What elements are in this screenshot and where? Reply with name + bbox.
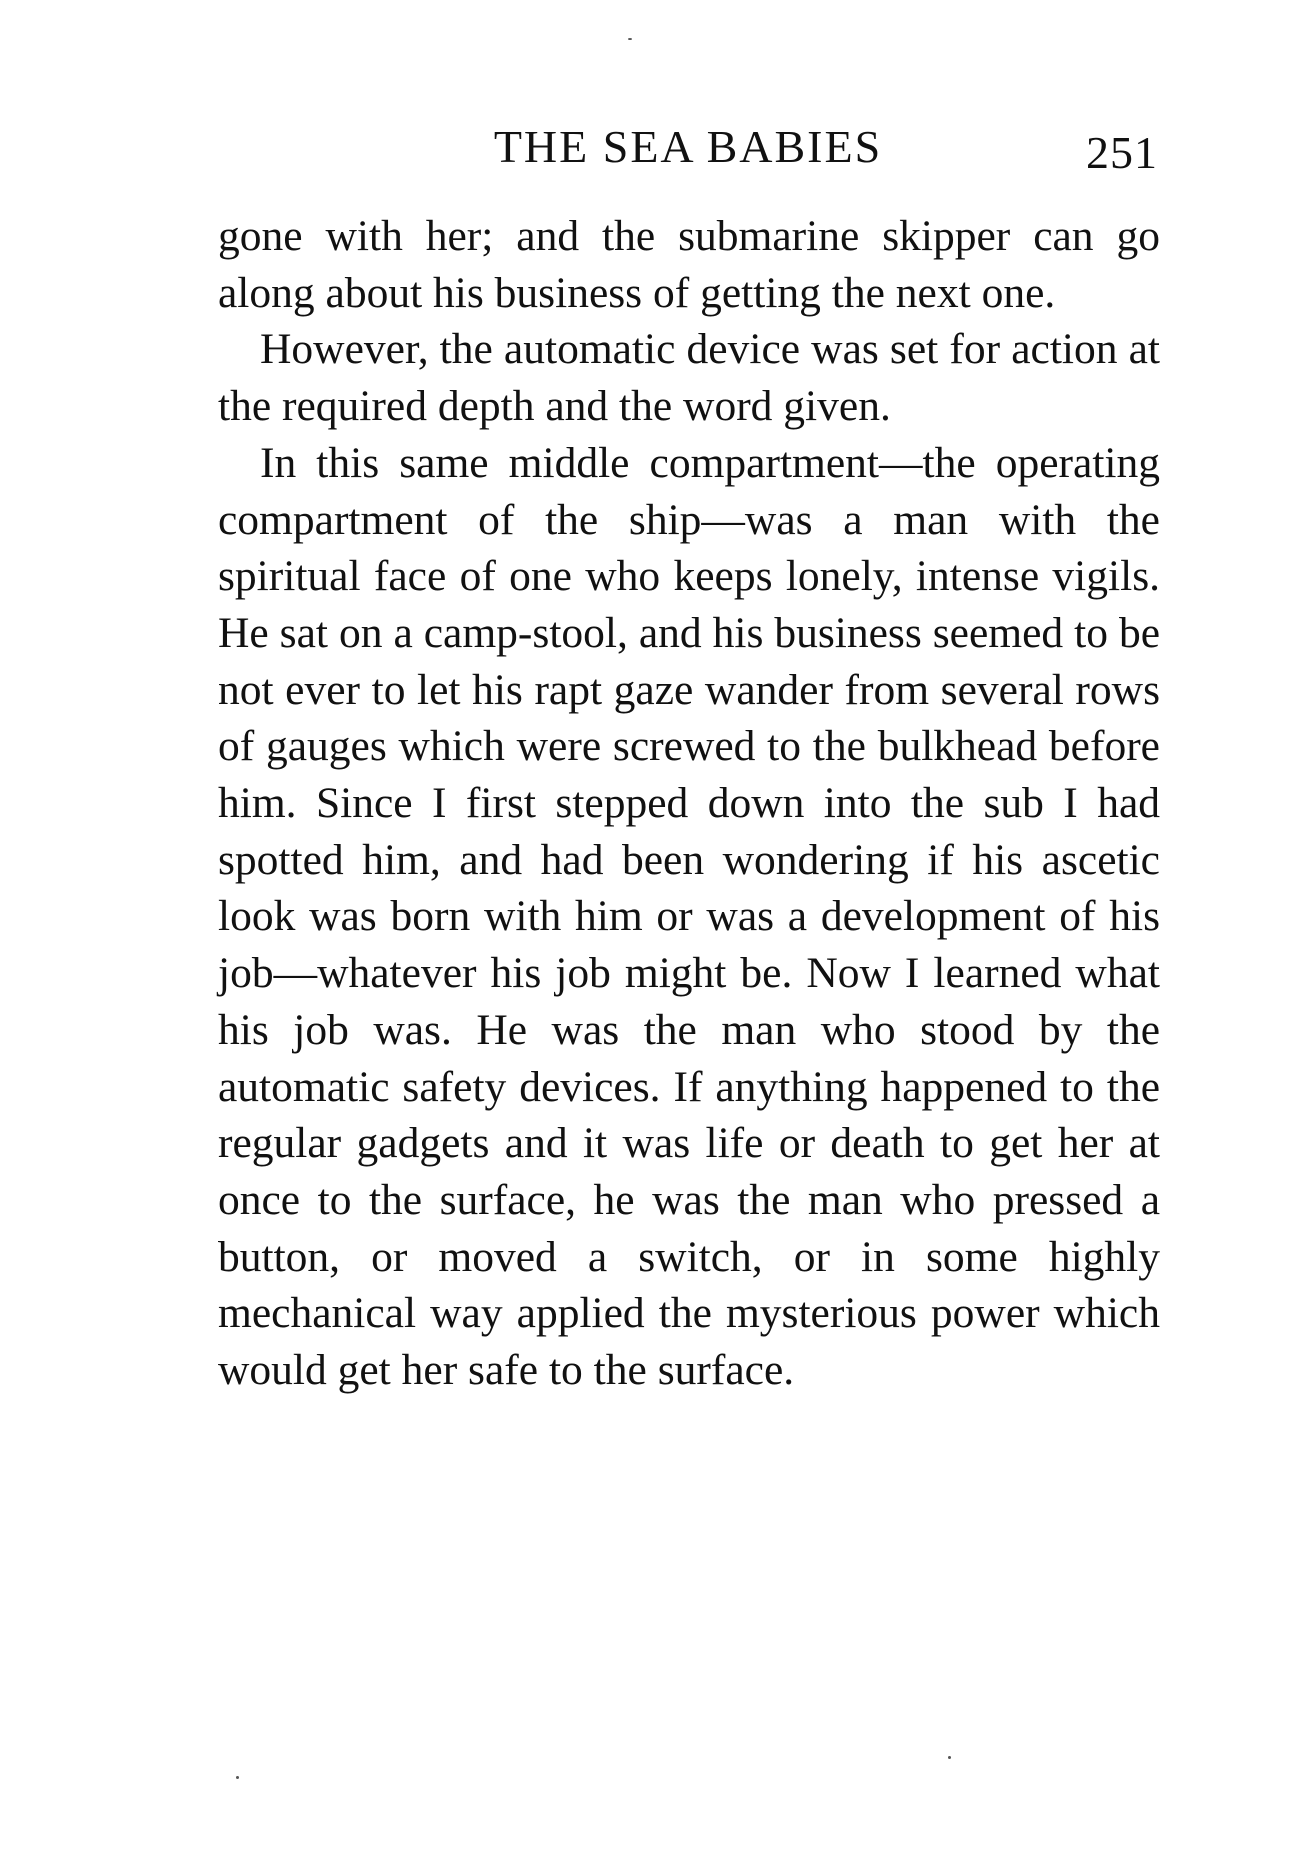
body-text	[218, 208, 1160, 1399]
paper-speck	[628, 38, 632, 40]
paper-speck	[236, 1776, 239, 1779]
paper-speck	[948, 1756, 951, 1759]
paragraph-2: However, the automatic device was set for action at the required depth and the word given.	[218, 325, 1160, 431]
page-number: 251	[1086, 127, 1158, 178]
paragraph-1: gone with her; and the submarine skipper can go along about his business of getting the next one.	[218, 212, 1160, 317]
page-title: THE SEA BABIES	[493, 121, 883, 172]
running-head	[218, 112, 1158, 182]
paragraph-3: In this same middle compartment—the operating compartment of the ship—was a man with the spiritual face of one who keeps lonely, intense vigils. He sat on a camp-stool, and his business seemed to be not ever to let his rapt gaze wander from several rows of gauges which were screwed to the bulkhead before him. Since I first stepped down into the sub I had spotted him, and had been wondering if his ascetic look was born with him or was a development of his job—whatever his job might be. Now I learned what his job was. He was the man who stood by the automatic safety devices. If anything happened to the regular gadgets and it was life or death to get her at once to the surface, he was the man who pressed a button, or moved a switch, or in some highly mechanical way applied the mysterious power which would get her safe to the surface.	[218, 438, 1160, 1395]
